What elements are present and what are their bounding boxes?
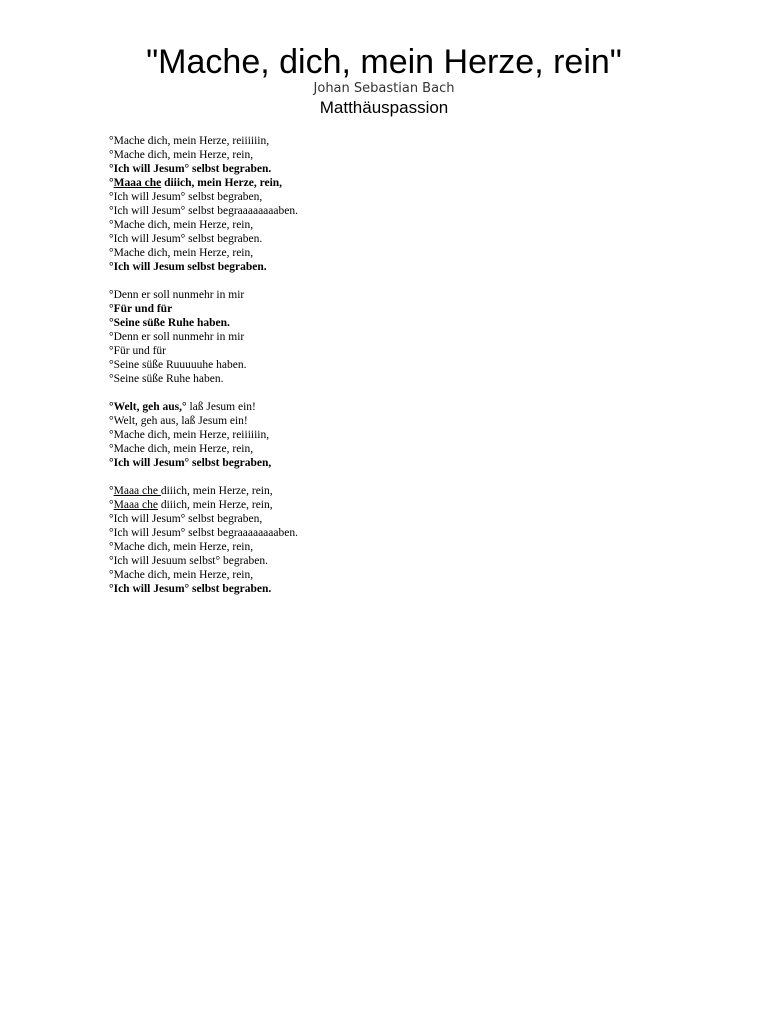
lyric-segment: °Denn er soll nunmehr in mir xyxy=(109,331,245,343)
lyric-segment: °Mache dich, mein Herze, rein, xyxy=(109,541,254,553)
lyric-line xyxy=(109,134,669,148)
lyric-line xyxy=(109,302,669,316)
lyric-segment: °Mache dich, mein Herze, reiiiiiin, xyxy=(109,135,270,147)
lyric-segment: Maaa che xyxy=(113,177,162,189)
lyric-segment: Maaa che xyxy=(113,499,158,511)
lyric-line xyxy=(109,176,669,190)
lyric-line xyxy=(109,554,669,568)
lyric-line xyxy=(109,204,669,218)
composer-name: Johan Sebastian Bach xyxy=(313,81,455,96)
lyric-segment: °Ich will Jesum° selbst begraben. xyxy=(109,583,272,595)
lyric-segment: °Ich will Jesum° selbst begraben, xyxy=(109,191,263,203)
lyric-line xyxy=(109,400,669,414)
lyric-segment: °Seine süße Ruhe haben. xyxy=(109,373,224,385)
lyric-line xyxy=(109,330,669,344)
lyric-segment: °Für und für xyxy=(109,345,166,357)
lyric-segment: laß Jesum ein! xyxy=(186,401,256,413)
lyric-segment: °Ich will Jesum° selbst begraben. xyxy=(109,233,263,245)
lyric-line xyxy=(109,218,669,232)
lyric-line xyxy=(109,316,669,330)
lyric-line xyxy=(109,568,669,582)
lyric-line xyxy=(109,582,669,596)
lyric-segment: °Mache dich, mein Herze, rein, xyxy=(109,569,254,581)
lyric-segment: °Ich will Jesum° selbst begraben. xyxy=(109,163,272,175)
song-title: "Mache, dich, mein Herze, rein" xyxy=(146,43,622,81)
lyric-segment: ° xyxy=(109,485,114,497)
lyric-line xyxy=(109,148,669,162)
work-title: Matthäuspassion xyxy=(319,98,449,117)
lyrics-body xyxy=(109,134,669,610)
lyric-line xyxy=(109,498,669,512)
lyric-line xyxy=(109,260,669,274)
lyric-segment: °Mache dich, mein Herze, reiiiiiin, xyxy=(109,429,270,441)
lyric-segment: °Ich will Jesum selbst begraben. xyxy=(109,261,267,273)
lyric-line xyxy=(109,190,669,204)
lyric-segment: diiich, mein Herze, rein, xyxy=(160,485,273,497)
lyric-line xyxy=(109,232,669,246)
lyric-line xyxy=(109,526,669,540)
lyric-segment: °Ich will Jesum° selbst begraben, xyxy=(109,513,263,525)
lyric-line xyxy=(109,512,669,526)
lyric-line xyxy=(109,358,669,372)
lyric-line xyxy=(109,414,669,428)
lyric-segment: °Mache dich, mein Herze, rein, xyxy=(109,443,254,455)
lyric-line xyxy=(109,442,669,456)
lyric-line xyxy=(109,162,669,176)
lyric-line xyxy=(109,246,669,260)
lyric-segment: °Denn er soll nunmehr in mir xyxy=(109,289,245,301)
lyric-segment: °Welt, geh aus,° xyxy=(109,401,187,413)
lyric-line xyxy=(109,540,669,554)
lyric-segment: °Welt, geh aus, laß Jesum ein! xyxy=(109,415,248,427)
lyric-segment: °Ich will Jesum° selbst begraaaaaaaaben. xyxy=(109,205,298,217)
lyric-segment: diiich, mein Herze, rein, xyxy=(157,499,273,511)
lyric-segment: °Ich will Jesuum selbst° begraben. xyxy=(109,555,268,567)
lyric-stanza xyxy=(109,400,669,470)
lyric-segment: °Mache dich, mein Herze, rein, xyxy=(109,247,254,259)
lyric-segment: °Ich will Jesum° selbst begraaaaaaaaben. xyxy=(109,527,298,539)
lyric-line xyxy=(109,456,669,470)
lyric-segment: Maaa che xyxy=(113,485,161,497)
lyric-line xyxy=(109,288,669,302)
lyric-segment: °Für und für xyxy=(109,303,173,315)
lyric-stanza xyxy=(109,134,669,274)
lyric-segment: ° xyxy=(109,177,114,189)
lyric-line xyxy=(109,484,669,498)
lyric-line xyxy=(109,372,669,386)
lyric-line xyxy=(109,428,669,442)
lyric-segment: °Ich will Jesum° selbst begraben, xyxy=(109,457,272,469)
lyric-stanza xyxy=(109,288,669,386)
lyric-segment: °Seine süße Ruhe haben. xyxy=(109,317,230,329)
lyric-segment: diiich, mein Herze, rein, xyxy=(161,177,283,189)
lyric-stanza xyxy=(109,484,669,596)
lyric-segment: °Mache dich, mein Herze, rein, xyxy=(109,149,254,161)
lyric-segment: °Mache dich, mein Herze, rein, xyxy=(109,219,254,231)
lyric-segment: °Seine süße Ruuuuuhe haben. xyxy=(109,359,247,371)
lyric-segment: ° xyxy=(109,499,114,511)
lyric-line xyxy=(109,344,669,358)
